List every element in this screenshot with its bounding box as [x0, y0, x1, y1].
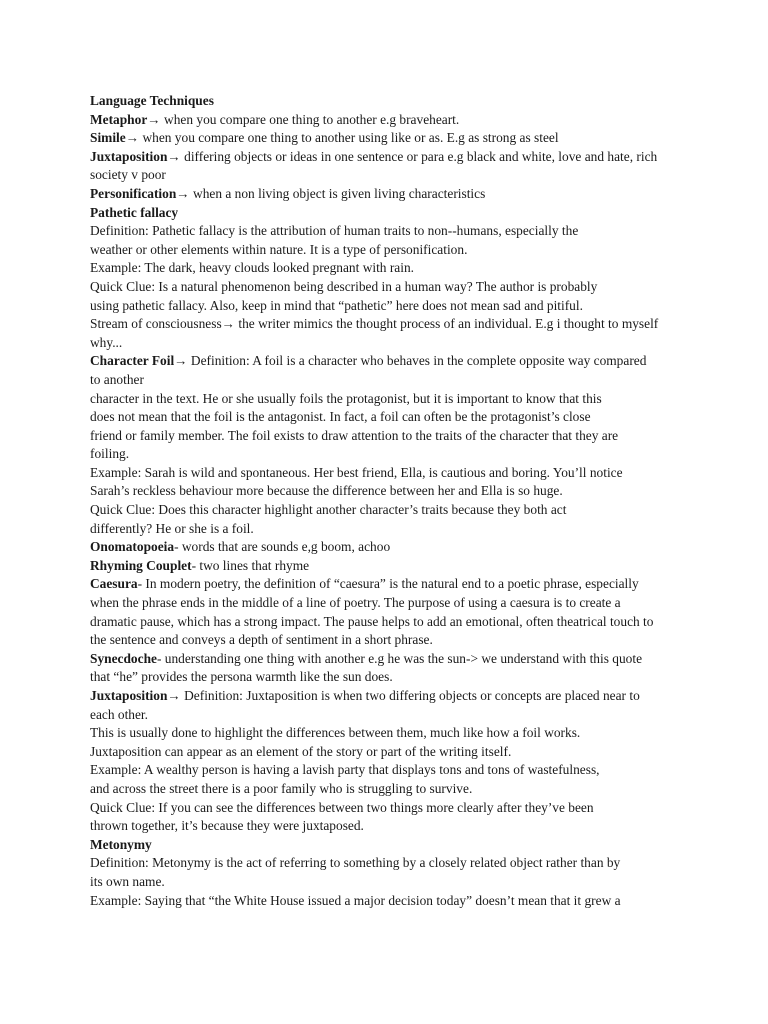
document-line: [90, 650, 690, 669]
line-text: - understanding one thing with another e.g he was the sun-> we understand with this quote: [156, 650, 643, 666]
line-text: using pathetic fallacy. Also, keep in mind that “pathetic” here does not mean sad and pitiful.: [90, 297, 583, 313]
document-line: [90, 854, 690, 873]
line-heading: Juxtaposition→: [90, 688, 181, 703]
line-text: foiling.: [90, 446, 130, 462]
document-line: [90, 836, 690, 855]
line-text: → Definition: A foil is a character who behaves in the complete opposite way compared: [174, 353, 647, 369]
document-line: [90, 129, 690, 148]
line-text: the sentence and conveys a depth of sentiment in a short phrase.: [90, 632, 433, 648]
line-text: differing objects or ideas in one sentence or para e.g black and white, love and hate, rich: [180, 148, 658, 164]
document-line: [90, 687, 690, 706]
line-text: Juxtaposition can appear as an element of the story or part of the writing itself.: [90, 743, 512, 759]
line-text: Example: Saying that “the White House issued a major decision today” doesn’t mean that it grew a: [90, 892, 621, 908]
line-text: Definition: Pathetic fallacy is the attribution of human traits to non--humans, especially the: [90, 223, 579, 239]
line-text: Example: A wealthy person is having a lavish party that displays tons and tons of wastefulness,: [90, 762, 600, 778]
document-line: [90, 761, 690, 780]
line-text: - words that are sounds e,g boom, achoo: [174, 539, 391, 555]
line-heading: Metaphor→: [90, 111, 161, 127]
line-text: that “he” provides the persona warmth like the sun does.: [90, 669, 393, 685]
line-heading: Personification→: [90, 185, 190, 201]
document-line: [90, 817, 690, 836]
line-text: This is usually done to highlight the differences between them, much like how a foil works.: [90, 725, 581, 741]
line-text: to another: [90, 371, 144, 387]
line-text: when you compare one thing to another e.g braveheart.: [160, 111, 460, 127]
document-line: [90, 557, 690, 576]
line-text: Quick Clue: If you can see the differences between two things more clearly after they’ve been: [90, 799, 594, 815]
document-line: [90, 482, 690, 501]
document-page: [90, 92, 690, 910]
line-text: when the phrase ends in the middle of a line of poetry. The purpose of using a caesura is to create a: [90, 595, 621, 611]
document-line: [90, 111, 690, 130]
line-text: friend or family member. The foil exists to draw attention to the traits of the character that they are: [90, 427, 619, 443]
document-line: [90, 464, 690, 483]
document-line: [90, 297, 690, 316]
line-text: each other.: [90, 706, 148, 722]
line-text: differently? He or she is a foil.: [90, 520, 254, 536]
line-text: society v poor: [90, 167, 166, 183]
document-line: [90, 204, 690, 223]
line-text: when you compare one thing to another using like or as. E.g as strong as steel: [139, 130, 559, 146]
document-line: [90, 780, 690, 799]
line-heading: Character Foil: [90, 353, 175, 369]
document-line: [90, 613, 690, 632]
document-line: [90, 166, 690, 185]
line-text: and across the street there is a poor family who is struggling to survive.: [90, 780, 473, 796]
document-line: [90, 334, 690, 353]
line-heading: Pathetic fallacy: [90, 204, 179, 220]
line-heading: Caesura: [90, 576, 138, 592]
document-line: [90, 315, 690, 334]
document-line: [90, 724, 690, 743]
line-text: Quick Clue: Is a natural phenomenon being described in a human way? The author is probably: [90, 278, 598, 294]
document-line: [90, 352, 690, 371]
line-text: thrown together, it’s because they were juxtaposed.: [90, 818, 364, 834]
line-text: weather or other elements within nature. It is a type of personification.: [90, 241, 468, 257]
line-text: Definition: Juxtaposition is when two differing objects or concepts are placed near to: [180, 688, 640, 703]
line-text: does not mean that the foil is the antagonist. In fact, a foil can often be the protagonist’s close: [90, 409, 591, 425]
line-heading: Juxtaposition→: [90, 148, 181, 164]
document-line: [90, 408, 690, 427]
line-text: dramatic pause, which has a strong impact. The pause helps to add an emotional, often theatrical touch to: [90, 613, 654, 629]
line-text: Quick Clue: Does this character highlight another character’s traits because they both act: [90, 502, 567, 518]
document-line: [90, 668, 690, 687]
line-heading: Simile→: [90, 130, 140, 146]
line-text: Example: The dark, heavy clouds looked pregnant with rain.: [90, 260, 415, 276]
line-heading: Metonymy: [90, 836, 152, 852]
line-heading: Rhyming Couplet: [90, 557, 192, 573]
document-line: [90, 631, 690, 650]
document-line: [90, 873, 690, 892]
line-text: its own name.: [90, 873, 165, 889]
document-line: [90, 259, 690, 278]
document-line: [90, 148, 690, 167]
document-line: [90, 575, 690, 594]
line-heading: Language Techniques: [90, 93, 214, 108]
document-line: [90, 538, 690, 557]
document-line: [90, 892, 690, 911]
document-line: [90, 594, 690, 613]
document-line: [90, 706, 690, 725]
line-text: - In modern poetry, the definition of “caesura” is the natural end to a poetic phrase, especially: [137, 576, 639, 592]
line-heading: Onomatopoeia: [90, 539, 175, 555]
document-line: [90, 278, 690, 297]
document-line: [90, 520, 690, 539]
line-text: when a non living object is given living characteristics: [189, 185, 486, 201]
document-line: [90, 743, 690, 762]
document-line: [90, 799, 690, 818]
document-line: [90, 501, 690, 520]
line-text: Stream of consciousness→ the writer mimics the thought process of an individual. E.g i thought to myself: [90, 316, 659, 332]
document-line: [90, 445, 690, 464]
line-text: Definition: Metonymy is the act of referring to something by a closely related object rather than by: [90, 855, 621, 871]
document-line: [90, 371, 690, 390]
document-line: [90, 185, 690, 204]
document-line: [90, 390, 690, 409]
line-text: why...: [90, 334, 123, 350]
line-text: - two lines that rhyme: [191, 557, 310, 573]
document-line: [90, 222, 690, 241]
line-heading: Synecdoche: [90, 650, 157, 666]
document-line: [90, 427, 690, 446]
document-line: [90, 241, 690, 260]
line-text: Example: Sarah is wild and spontaneous. Her best friend, Ella, is cautious and boring. You’ll notice: [90, 464, 623, 480]
line-text: Sarah’s reckless behaviour more because the difference between her and Ella is so huge.: [90, 483, 563, 499]
document-line: [90, 92, 690, 111]
line-text: character in the text. He or she usually foils the protagonist, but it is important to know that this: [90, 390, 602, 406]
